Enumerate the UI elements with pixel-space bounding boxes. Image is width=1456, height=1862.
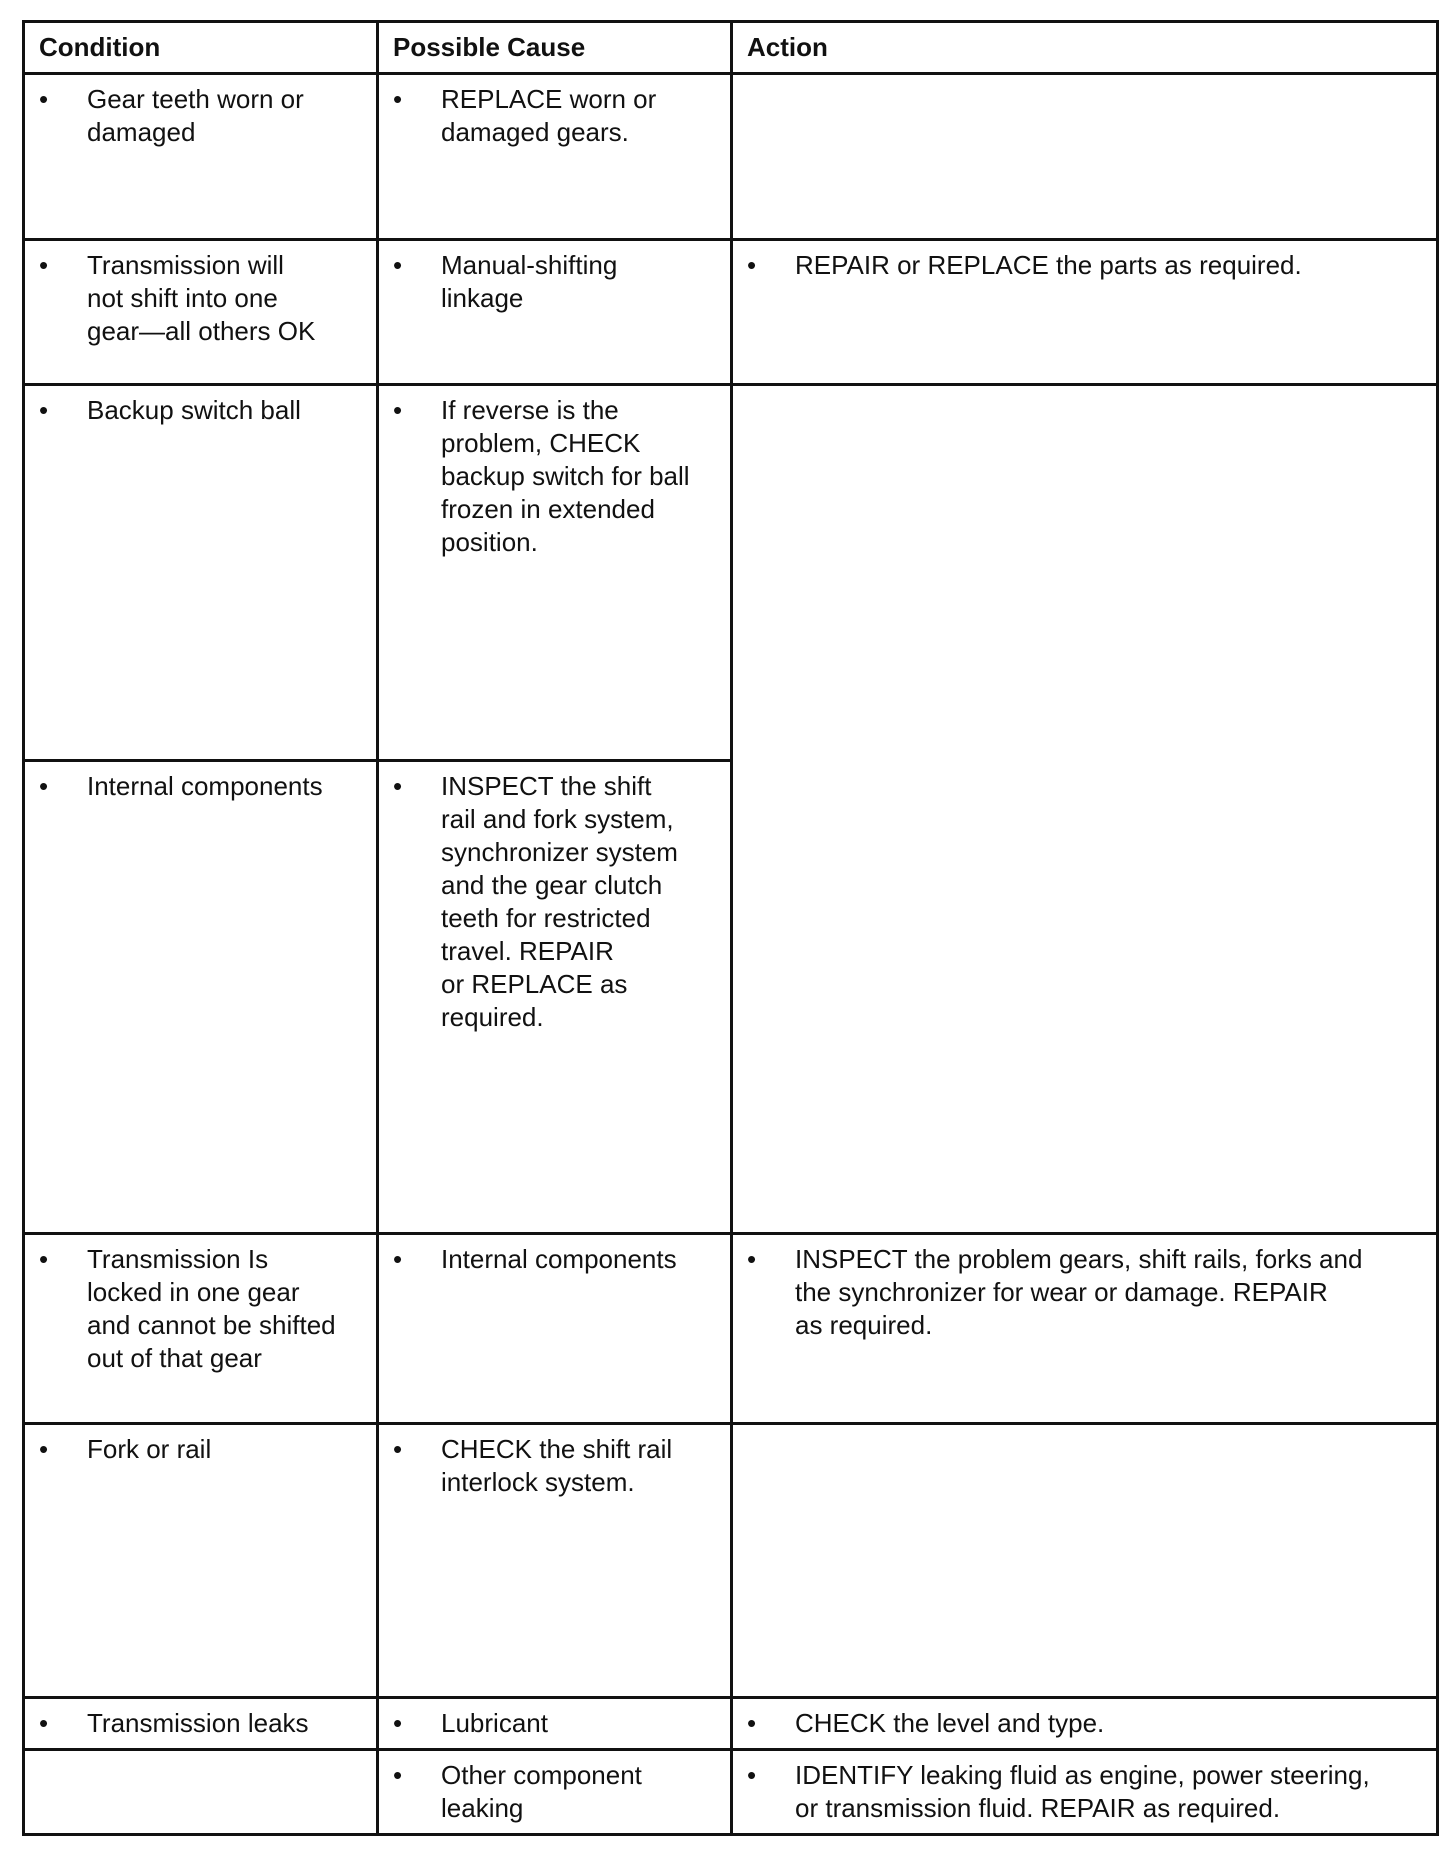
bullet: • [393, 250, 403, 280]
action-cell [732, 385, 1438, 1234]
bullet: • [747, 1760, 757, 1790]
condition-text: Gear teeth worn or damaged [87, 84, 304, 147]
condition-cell [24, 1750, 378, 1835]
header-row [24, 22, 1438, 74]
bullet: • [393, 1708, 403, 1738]
action-text: INSPECT the problem gears, shift rails, forks and the synchronizer for wear or damage. REPAIR as required. [795, 1244, 1363, 1340]
diagnosis-table [22, 20, 1439, 1836]
bullet: • [393, 1434, 403, 1464]
cause-cell [378, 74, 732, 240]
table-row [24, 1424, 1438, 1698]
bullet: • [393, 84, 403, 114]
bullet: • [747, 1708, 757, 1738]
table-row [24, 385, 1438, 761]
bullet: • [393, 1244, 403, 1274]
bullet: • [39, 1434, 49, 1464]
bullet: • [393, 1760, 403, 1790]
bullet: • [39, 250, 49, 280]
header-possible-cause: Possible Cause [378, 22, 732, 74]
condition-cell [24, 385, 378, 761]
cause-cell [378, 761, 732, 1234]
condition-cell [24, 74, 378, 240]
condition-cell [24, 1234, 378, 1424]
bullet: • [747, 250, 757, 280]
action-cell [732, 240, 1438, 385]
cause-cell [378, 240, 732, 385]
bullet: • [39, 1708, 49, 1738]
cause-cell [378, 385, 732, 761]
cause-text: REPLACE worn or damaged gears. [441, 84, 657, 147]
action-cell [732, 74, 1438, 240]
bullet: • [39, 84, 49, 114]
action-text: REPAIR or REPLACE the parts as required. [795, 250, 1302, 280]
condition-cell [24, 761, 378, 1234]
condition-text: Transmission will not shift into one gear—all others OK [87, 250, 316, 346]
cause-text: Internal components [441, 1244, 677, 1274]
cause-text: CHECK the shift rail interlock system. [441, 1434, 673, 1497]
cause-cell [378, 1750, 732, 1835]
condition-cell [24, 240, 378, 385]
header-action: Action [732, 22, 1438, 74]
bullet: • [747, 1244, 757, 1274]
action-text: CHECK the level and type. [795, 1708, 1105, 1738]
condition-cell [24, 1424, 378, 1698]
condition-text: Fork or rail [87, 1434, 212, 1464]
table-row [24, 240, 1438, 385]
action-cell [732, 1234, 1438, 1424]
table-row [24, 1750, 1438, 1835]
cause-text: Manual-shifting linkage [441, 250, 618, 313]
cause-cell [378, 1424, 732, 1698]
action-text: IDENTIFY leaking fluid as engine, power steering, or transmission fluid. REPAIR as required. [795, 1760, 1370, 1823]
cause-text: If reverse is the problem, CHECK backup switch for ball frozen in extended position. [441, 395, 690, 557]
cause-text: INSPECT the shift rail and fork system, synchronizer system and the gear clutch teeth for restricted travel. REPAIR or REPLACE as required. [441, 771, 678, 1032]
action-cell [732, 1698, 1438, 1750]
condition-text: Internal components [87, 771, 323, 801]
bullet: • [39, 771, 49, 801]
cause-cell [378, 1698, 732, 1750]
header-condition: Condition [24, 22, 378, 74]
bullet: • [393, 395, 403, 425]
table-row [24, 1234, 1438, 1424]
condition-text: Transmission leaks [87, 1708, 309, 1738]
table-row [24, 1698, 1438, 1750]
condition-cell [24, 1698, 378, 1750]
condition-text: Transmission Is locked in one gear and cannot be shifted out of that gear [87, 1244, 336, 1373]
action-cell [732, 1750, 1438, 1835]
cause-cell [378, 1234, 732, 1424]
condition-text: Backup switch ball [87, 395, 301, 425]
bullet: • [393, 771, 403, 801]
table-row [24, 74, 1438, 240]
bullet: • [39, 1244, 49, 1274]
bullet: • [39, 395, 49, 425]
cause-text: Other component leaking [441, 1760, 642, 1823]
action-cell [732, 1424, 1438, 1698]
cause-text: Lubricant [441, 1708, 548, 1738]
